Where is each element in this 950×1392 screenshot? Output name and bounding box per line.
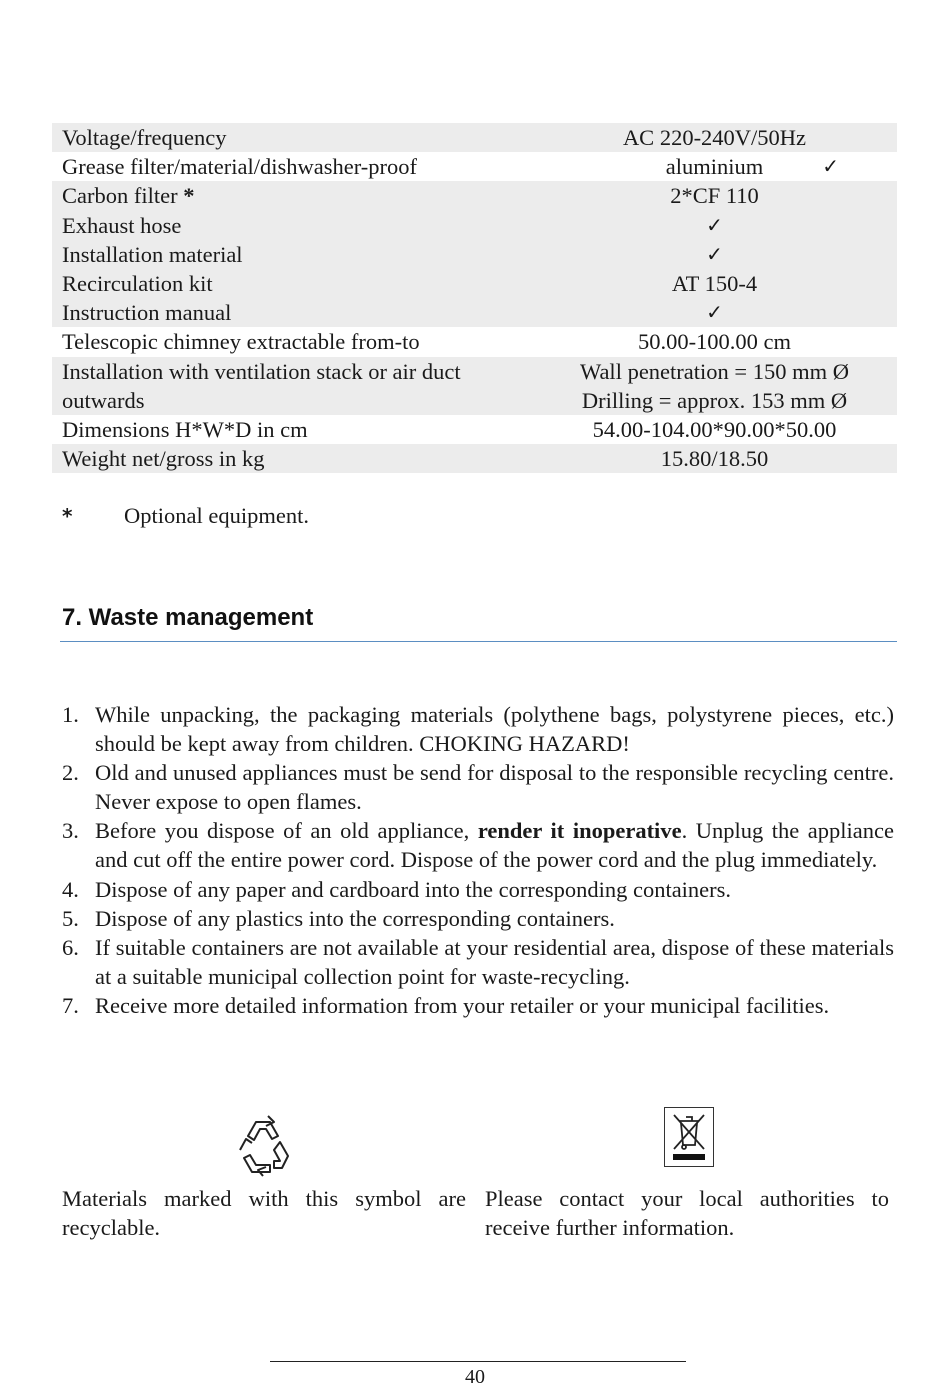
- checkmark-icon: ✓: [532, 211, 897, 240]
- spec-row: [52, 123, 897, 152]
- spec-table: [52, 123, 897, 473]
- instruction-list: [62, 700, 894, 1020]
- list-text-bold: render it inoperative: [477, 818, 682, 844]
- list-number: 1.: [62, 702, 79, 727]
- spec-label: Telescopic chimney extractable from-to: [62, 329, 420, 355]
- footnote-text: Optional equipment.: [124, 503, 309, 528]
- list-number: 6.: [62, 934, 79, 960]
- list-text: . Unplug the appliance and cut off the entire power cord. Dispose of the power cord and the plug immediately.: [95, 818, 895, 873]
- list-number: 3.: [62, 818, 79, 844]
- spec-row: [52, 298, 897, 327]
- list-text: While unpacking, the packaging materials (polythene bags, polystyrene pieces, etc.) should be kept away from children. CHOKING HAZARD!: [95, 702, 894, 757]
- section-divider: [60, 641, 897, 642]
- list-text: Before you dispose of an old appliance,: [95, 818, 478, 844]
- list-text: Old and unused appliances must be send for disposal to the responsible recycling centre. Never expose to open flames.: [95, 760, 894, 815]
- spec-value: 2*CF 110: [532, 181, 897, 210]
- crossed-bin-icon: [664, 1107, 714, 1167]
- spec-row: [52, 211, 897, 240]
- spec-value: 15.80/18.50: [532, 444, 897, 473]
- spec-label-cell: [52, 181, 532, 210]
- section-title: 7. Waste management: [62, 604, 314, 631]
- spec-row: [52, 357, 897, 386]
- page-number: 40: [465, 1366, 485, 1388]
- list-number: 4.: [62, 876, 79, 902]
- spec-label: Weight net/gross in kg: [52, 444, 532, 473]
- optional-mark: *: [183, 183, 195, 209]
- footnote-mark: *: [62, 504, 73, 528]
- spec-row: [52, 269, 897, 298]
- list-number: 5.: [62, 905, 79, 931]
- spec-value-cell: [532, 152, 897, 181]
- footnote: [62, 503, 309, 529]
- spec-label: Dimensions H*W*D in cm: [62, 416, 308, 442]
- disposal-caption: Please contact your local authorities to receive further information.: [485, 1186, 889, 1240]
- spec-label: Grease filter/material/dishwasher-proof: [62, 154, 418, 180]
- list-item: [62, 933, 894, 991]
- list-item: [62, 816, 894, 874]
- list-item: [62, 875, 894, 904]
- spec-row: [52, 327, 897, 356]
- spec-value: Drilling = approx. 153 mm Ø: [532, 386, 897, 415]
- spec-label: outwards: [52, 386, 532, 415]
- spec-value: 54.00-104.00*90.00*50.00: [592, 416, 837, 442]
- spec-row: [52, 415, 897, 444]
- spec-value: AT 150-4: [532, 269, 897, 298]
- spec-value: Wall penetration = 150 mm Ø: [532, 357, 897, 386]
- recycle-caption: Materials marked with this symbol are recyclable.: [62, 1186, 466, 1240]
- spec-value: AC 220-240V/50Hz: [532, 123, 897, 152]
- list-number: 2.: [62, 760, 79, 786]
- spec-row: [52, 181, 897, 210]
- spec-row: [52, 444, 897, 473]
- checkmark-icon: ✓: [532, 298, 897, 327]
- spec-label: Instruction manual: [52, 298, 532, 327]
- list-number: 7.: [62, 992, 79, 1018]
- list-item: [62, 758, 894, 816]
- spec-label: Recirculation kit: [52, 269, 532, 298]
- footer-divider: [270, 1361, 686, 1362]
- checkmark-icon: ✓: [532, 240, 897, 269]
- list-text: Dispose of any paper and cardboard into the corresponding containers.: [95, 876, 732, 902]
- list-text: Receive more detailed information from your retailer or your municipal facilities.: [95, 992, 830, 1018]
- spec-value: aluminium: [665, 154, 764, 180]
- spec-row: [52, 386, 897, 415]
- checkmark-icon: ✓: [822, 154, 839, 179]
- list-item: [62, 904, 894, 933]
- spec-label: Voltage/frequency: [52, 123, 532, 152]
- spec-label: Carbon filter: [62, 183, 178, 209]
- spec-label: Installation material: [52, 240, 532, 269]
- spec-label: Exhaust hose: [52, 211, 532, 240]
- recycle-icon: [230, 1112, 296, 1178]
- spec-value: 50.00-100.00 cm: [637, 329, 792, 355]
- spec-row: [52, 240, 897, 269]
- list-text: If suitable containers are not available at your residential area, dispose of these materials at a suitable municipal collection point for waste-recycling.: [95, 934, 894, 989]
- list-text: Dispose of any plastics into the corresponding containers.: [95, 905, 615, 931]
- spec-label: Installation with ventilation stack or air duct: [52, 357, 532, 386]
- list-item: [62, 991, 894, 1020]
- list-item: [62, 700, 894, 758]
- spec-row: [52, 152, 897, 181]
